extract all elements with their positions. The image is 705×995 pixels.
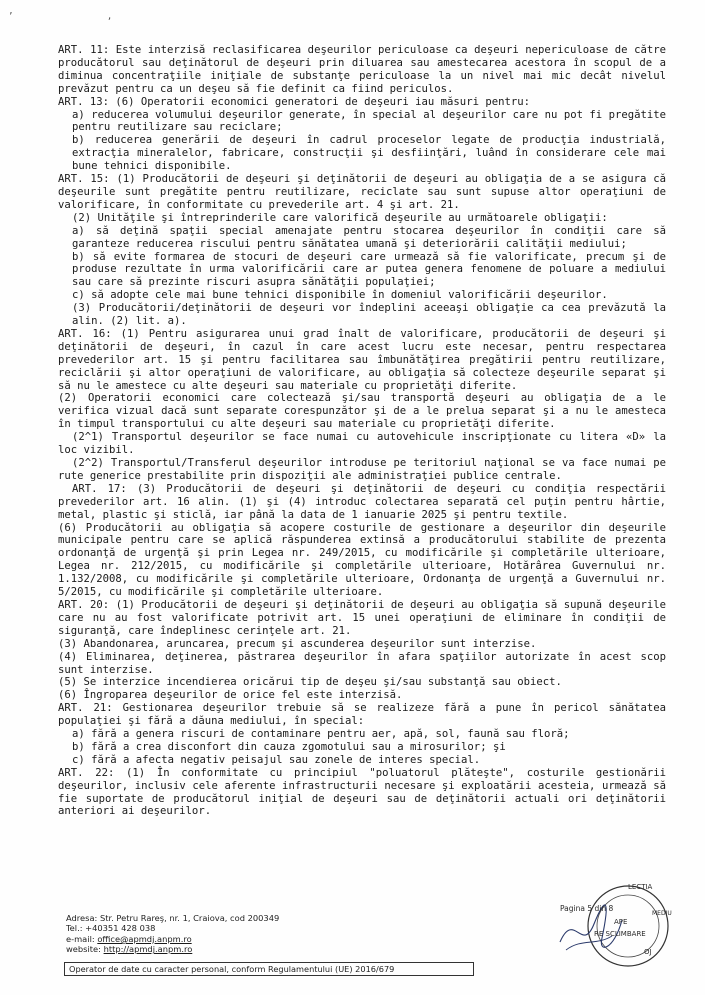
footer-website-line [66, 944, 486, 954]
art-15-item-b: b) să evite formarea de stocuri de deşeuri care urmează să fie valorificate, precum şi de produse rezultate în urma valorificării care ar putea genera fenomene de poluare a mediului sau care să prezinte riscuri asupra sănătăţii populaţiei; [72, 250, 666, 289]
art-16-para-2-2: (2^2) Transportul/Transferul deşeurilor introduse pe teritoriul naţional se va face numai pe rute generice prestabilite prin dispoziţii ale administraţiei publice centrale. [58, 457, 666, 482]
stamp-page-number: Pagina 5 din 8 [560, 904, 614, 913]
art-20-para-1: ART. 20: (1) Producătorii de deşeuri şi deţinătorii de deşeuri au obligaţia să supună deşeurile care nu au fost valorificate potrivit art. 15 unei operaţiuni de eliminare în condiţii de siguranţă, care îndeplinesc cerinţele art. 21. [58, 598, 666, 637]
art-20-para-6: (6) Îngroparea deşeurilor de orice fel este interzisă. [58, 689, 403, 702]
art-16-para-2-1: (2^1) Transportul deşeurilor se face numai cu autovehicule inscripţionate cu litera «D» la loc vizibil. [58, 431, 666, 457]
stamp-text-low: RE SCLIMBARE [594, 930, 646, 938]
art-16-para-1: ART. 16: (1) Pentru asigurarea unui grad înalt de valorificare, producătorii de deşeuri şi deţinătorii de deşeuri, în cazul în care acest lucru este necesar, pentru respectarea prevederilor art. 15 şi pentru facilitarea sau îmbunătăţirea pregătirii pentru reutilizare, reciclării şi altor operaţiuni de valorificare, au obligaţia să colecteze deşeurile separat şi să nu le amestece cu alte deşeuri sau materiale cu proprietăţi diferite. [58, 327, 666, 392]
scan-marks: ’ , [8, 12, 157, 22]
art-20-para-4: (4) Eliminarea, deţinerea, păstrarea deşeurilor în afara spaţiilor autorizate în acest scop sunt interzise. [58, 650, 666, 676]
art-21-item-b: b) fără a crea disconfort din cauza zgomotului sau a mirosurilor; şi [72, 740, 506, 753]
stamp-text-mid: APE [614, 918, 628, 926]
art-15-para-2: (2) Unităţile şi întreprinderile care valorifică deşeurile au următoarele obligaţii: [72, 211, 608, 224]
art-15-item-c: c) să adopte cele mai bune tehnici disponibile în domeniul valorificării deşeurilor. [72, 289, 608, 302]
footer-address: Adresa: Str. Petru Rareş, nr. 1, Craiova, cod 200349 [66, 913, 280, 923]
art-13-item-a: a) reducerea volumului deşeurilor generate, în special al deşeurilor care nu pot fi pregătite pentru reutilizare sau reciclare; [72, 108, 666, 134]
art-15-para-1: ART. 15: (1) Producătorii de deşeuri şi deţinătorii de deşeuri au obligaţia de a se asigura că deşeurile sunt pregătite pentru reutilizare, reciclate sau sunt supuse altor operaţiuni de valorificare, în conformitate cu prevederile art. 4 şi art. 21. [58, 173, 666, 211]
email-label: e-mail: [66, 933, 98, 944]
footer-email-line [66, 934, 486, 944]
art-15-para-3: (3) Producătorii/deţinătorii de deşeuri vor îndeplini aceeaşi obligaţie ca cea prevăzută la alin. (2) lit. a). [72, 302, 666, 328]
document-body [58, 44, 666, 818]
art-13-intro: ART. 13: (6) Operatorii economici generatori de deşeuri iau măsuri pentru: [58, 95, 530, 108]
stamp-graphic [552, 880, 672, 975]
gdpr-notice: Operator de date cu caracter personal, conform Regulamentului (UE) 2016/679 [64, 962, 474, 976]
email-link[interactable]: office@apmdj.anpm.ro [97, 933, 192, 944]
art-22-para-1: ART. 22: (1) În conformitate cu principiul "poluatorul plăteşte", costurile gestionării deşeurilor, inclusiv cele aferente infrastructurii necesare şi exploatării acesteia, urmează să fie suportate de producătorul iniţial de deşeuri sau de deţinătorii actuali ori deţinătorii anteriori ai deşeurilor. [58, 766, 666, 818]
art-21-item-a: a) fără a genera riscuri de contaminare pentru aer, apă, sol, faună sau floră; [72, 728, 570, 741]
art-21-item-c: c) fără a afecta negativ peisajul sau zonele de interes special. [72, 753, 481, 766]
art-17-para-6: (6) Producătorii au obligaţia să acopere costurile de gestionare a deşeurilor din deşeurile municipale pentru care se aplică răspunderea extinsă a producătorului stabilite de prezenta ordonanţă de urgenţă şi prin Legea nr. 249/2015, cu modificările şi completările ulterioare, Legea nr. 212/2015, cu modificările şi completările ulterioare, Hotărârea Guvernului nr. 1.132/2008, cu modificările şi completările ulterioare, Ordonanţa de urgenţă a Guvernului nr. 5/2015, cu modificările şi completările ulterioare. [58, 521, 666, 599]
art-17-para-3: ART. 17: (3) Producătorii de deşeuri şi deţinătorii de deşeuri cu condiţia respectării prevederilor art. 16 alin. (1) şi (4) introduc colectarea separată cel puţin pentru hârtie, metal, plastic şi sticlă, iar până la data de 1 ianuarie 2025 şi pentru textile. [58, 482, 666, 521]
art-13-item-b: b) reducerea generării de deşeuri în cadrul proceselor legate de producţia industrială, extracţia mineralelor, fabricare, construcţii şi desfiinţări, luând în considerare cele mai bune tehnici disponibile. [72, 134, 666, 173]
footer-phone: Tel.: +40351 428 038 [66, 923, 156, 934]
art-20-para-3: (3) Abandonarea, aruncarea, precum şi ascunderea deşeurilor sunt interzise. [58, 637, 537, 650]
stamp-text-top: LECTIA [628, 883, 653, 891]
website-link[interactable]: http://apmdj.anpm.ro [103, 944, 193, 955]
art-20-para-5: (5) Se interzice incendierea oricărui tip de deşeu şi/sau substanţă sau obiect. [58, 676, 562, 689]
stamp-text-bottom: OJ [644, 948, 652, 956]
official-stamp [552, 880, 672, 975]
art-16-para-2: (2) Operatorii economici care colectează şi/sau transportă deşeuri au obligaţia de a le verifica vizual dacă sunt separate corespunzător şi de a le prelua separat şi a nu le amesteca în timpul transportului cu alte deşeuri sau materiale cu proprietăţi diferite. [58, 392, 666, 431]
website-label: website: [66, 944, 104, 955]
art-15-item-a: a) să deţină spaţii special amenajate pentru stocarea deşeurilor în condiţii care să garanteze reducerea riscului pentru sănătatea umană şi deteriorării calităţii mediului; [72, 224, 666, 250]
contact-footer [66, 913, 486, 955]
stamp-text-right: MEDIU [652, 910, 672, 917]
art-21-intro: ART. 21: Gestionarea deşeurilor trebuie să se realizeze fără a pune în pericol sănătatea populaţiei şi fără a dăuna mediului, în special: [58, 702, 666, 728]
art-11: ART. 11: Este interzisă reclasificarea deşeurilor periculoase ca deşeuri nepericuloase de către producătorul sau deţinătorul de deşeuri prin diluarea sau amestecarea acestora în scopul de a diminua concentraţiile iniţiale de substanţe periculoase la un nivel mai mic decât nivelul prevăzut pentru ca un deşeu să fie definit ca fiind periculos. [58, 44, 666, 95]
